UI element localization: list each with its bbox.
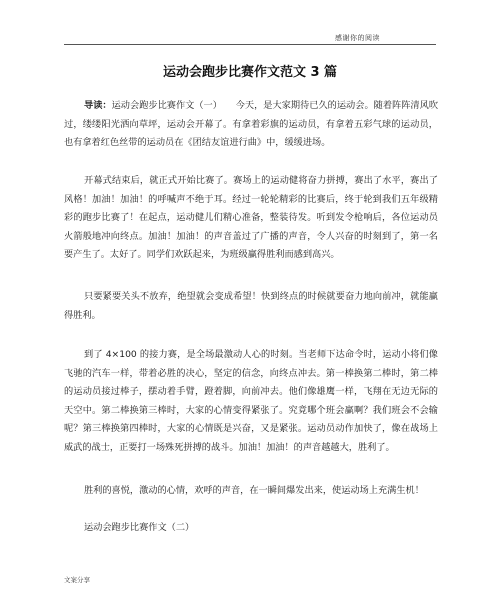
- document-title: 运动会跑步比赛作文范文 3 篇: [162, 65, 338, 80]
- paragraph-1: [64, 97, 438, 153]
- paragraph-5-text: 胜利的喜悦，激动的心情，欢呼的声音，在一瞬间爆发出来，使运动场上充满生机！: [84, 485, 424, 496]
- lead-label: 导读：: [84, 100, 112, 111]
- paragraph-5: [64, 482, 438, 501]
- paragraph-4: [64, 346, 438, 458]
- section-heading-2: 运动会跑步比赛作文（二）: [84, 522, 195, 533]
- header-tagline: 感谢你的阅读: [335, 34, 380, 42]
- paragraph-2: [64, 172, 438, 265]
- paragraph-1-text: 运动会跑步比赛作文（一） 今天，是大家期待已久的运动会。随着阵阵清风吹过，缕缕阳光洒向草坪，运动会开幕了。有拿着彩旗的运动员，有拿着五彩气球的运动员，也有拿着红色丝带的运动员在《团结友谊进行曲》中，缓缓进场。: [64, 100, 439, 149]
- paragraph-2-text: 开幕式结束后，就正式开始比赛了。赛场上的运动健将奋力拼搏，赛出了水平，赛出了风格！加油！加油！的呼喊声不绝于耳。经过一轮轮精彩的比赛后，终于轮到我们五年级精彩的跑步比赛了！在起点，运动健儿们精心准备，整装待发。听到发令枪响后，各位运动员火箭般地冲向终点。加油！加油！的声音盖过了广播的声音，令人兴奋的时刻到了，第一名要产生了。太好了。同学们欢跃起来，为班级赢得胜利而感到高兴。: [64, 175, 438, 261]
- paragraph-4-text: 到了 4×100 的接力赛，是全场最激动人心的时刻。当老师下达命令时，运动小将们像飞驰的汽车一样，带着必胜的决心，坚定的信念，向终点冲去。第一棒换第二棒时，第二棒的运动员接过棒子，摆动着手臂，蹬着脚，向前冲去。他们像雄鹰一样，飞翔在无边无际的天空中。第二棒换第三棒时，大家的心情变得紧张了。究竟哪个班会赢啊？我们班会不会输呢？第三棒换第四棒时，大家的心情既是兴奋，又是紧张。运动员动作加快了，像在战场上威武的战士，正要打一场殊死拼搏的战斗。加油！加油！的声音越越大，胜利了。: [64, 349, 438, 453]
- header-divider: [64, 44, 436, 45]
- footer-label: 文案分享: [64, 576, 90, 584]
- paragraph-3-text: 只要紧要关头不放弃，绝望就会变成希望！快到终点的时候就要奋力地向前冲，就能赢得胜利。: [64, 291, 438, 321]
- paragraph-6: [64, 519, 438, 538]
- paragraph-3: [64, 288, 438, 325]
